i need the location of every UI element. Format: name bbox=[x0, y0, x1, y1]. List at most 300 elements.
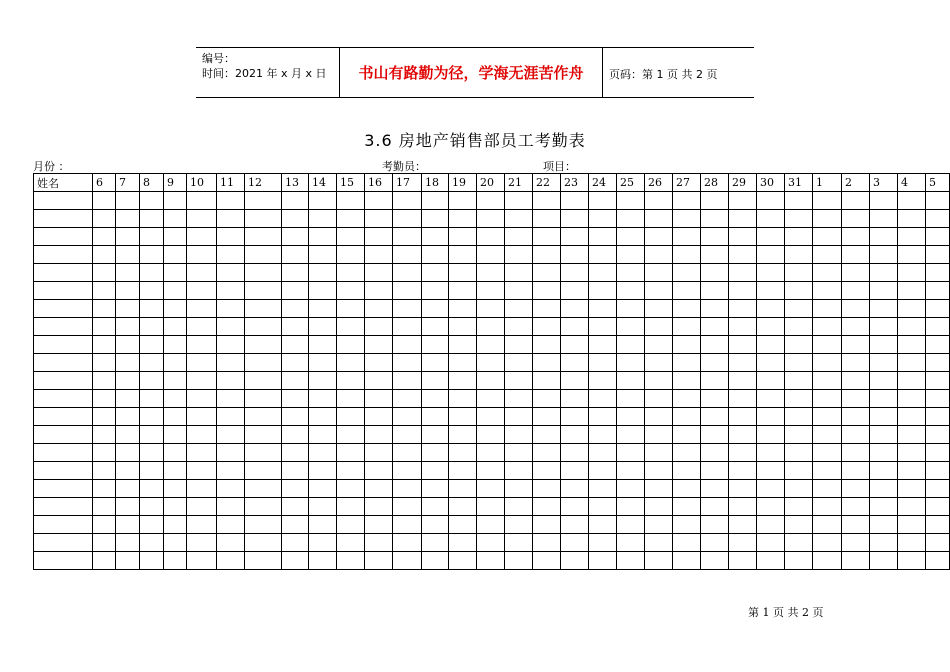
attendance-cell[interactable] bbox=[187, 534, 217, 552]
attendance-cell[interactable] bbox=[561, 264, 589, 282]
attendance-cell[interactable] bbox=[164, 444, 187, 462]
attendance-cell[interactable] bbox=[842, 264, 870, 282]
attendance-cell[interactable] bbox=[217, 552, 245, 570]
attendance-cell[interactable] bbox=[785, 408, 813, 426]
attendance-cell[interactable] bbox=[245, 228, 282, 246]
attendance-cell[interactable] bbox=[842, 372, 870, 390]
attendance-cell[interactable] bbox=[245, 498, 282, 516]
attendance-cell[interactable] bbox=[477, 480, 505, 498]
attendance-cell[interactable] bbox=[140, 282, 164, 300]
attendance-cell[interactable] bbox=[449, 300, 477, 318]
attendance-cell[interactable] bbox=[116, 228, 140, 246]
name-cell[interactable] bbox=[34, 462, 93, 480]
attendance-cell[interactable] bbox=[393, 390, 422, 408]
attendance-cell[interactable] bbox=[116, 408, 140, 426]
attendance-cell[interactable] bbox=[309, 192, 337, 210]
attendance-cell[interactable] bbox=[729, 228, 757, 246]
attendance-cell[interactable] bbox=[757, 282, 785, 300]
name-cell[interactable] bbox=[34, 246, 93, 264]
attendance-cell[interactable] bbox=[533, 408, 561, 426]
attendance-cell[interactable] bbox=[505, 264, 533, 282]
attendance-cell[interactable] bbox=[645, 354, 673, 372]
attendance-cell[interactable] bbox=[449, 372, 477, 390]
attendance-cell[interactable] bbox=[701, 372, 729, 390]
attendance-cell[interactable] bbox=[729, 390, 757, 408]
attendance-cell[interactable] bbox=[785, 228, 813, 246]
attendance-cell[interactable] bbox=[898, 210, 926, 228]
attendance-cell[interactable] bbox=[282, 210, 309, 228]
attendance-cell[interactable] bbox=[870, 552, 898, 570]
name-cell[interactable] bbox=[34, 336, 93, 354]
attendance-cell[interactable] bbox=[589, 534, 617, 552]
attendance-cell[interactable] bbox=[337, 192, 365, 210]
attendance-cell[interactable] bbox=[245, 318, 282, 336]
attendance-cell[interactable] bbox=[140, 390, 164, 408]
attendance-cell[interactable] bbox=[217, 444, 245, 462]
attendance-cell[interactable] bbox=[645, 300, 673, 318]
attendance-cell[interactable] bbox=[217, 300, 245, 318]
attendance-cell[interactable] bbox=[140, 408, 164, 426]
name-cell[interactable] bbox=[34, 498, 93, 516]
attendance-cell[interactable] bbox=[617, 282, 645, 300]
attendance-cell[interactable] bbox=[729, 462, 757, 480]
attendance-cell[interactable] bbox=[589, 354, 617, 372]
attendance-cell[interactable] bbox=[701, 228, 729, 246]
attendance-cell[interactable] bbox=[505, 372, 533, 390]
attendance-cell[interactable] bbox=[365, 426, 393, 444]
attendance-cell[interactable] bbox=[729, 552, 757, 570]
attendance-cell[interactable] bbox=[617, 552, 645, 570]
attendance-cell[interactable] bbox=[140, 300, 164, 318]
attendance-cell[interactable] bbox=[505, 192, 533, 210]
attendance-cell[interactable] bbox=[701, 318, 729, 336]
attendance-cell[interactable] bbox=[701, 552, 729, 570]
attendance-cell[interactable] bbox=[140, 228, 164, 246]
attendance-cell[interactable] bbox=[422, 480, 449, 498]
attendance-cell[interactable] bbox=[898, 390, 926, 408]
attendance-cell[interactable] bbox=[422, 336, 449, 354]
attendance-cell[interactable] bbox=[701, 264, 729, 282]
attendance-cell[interactable] bbox=[898, 228, 926, 246]
attendance-cell[interactable] bbox=[785, 318, 813, 336]
attendance-cell[interactable] bbox=[842, 552, 870, 570]
attendance-cell[interactable] bbox=[164, 390, 187, 408]
attendance-cell[interactable] bbox=[365, 246, 393, 264]
attendance-cell[interactable] bbox=[926, 300, 950, 318]
attendance-cell[interactable] bbox=[757, 228, 785, 246]
attendance-cell[interactable] bbox=[505, 516, 533, 534]
attendance-cell[interactable] bbox=[282, 516, 309, 534]
attendance-cell[interactable] bbox=[337, 408, 365, 426]
attendance-cell[interactable] bbox=[187, 192, 217, 210]
attendance-cell[interactable] bbox=[505, 336, 533, 354]
attendance-cell[interactable] bbox=[898, 282, 926, 300]
attendance-cell[interactable] bbox=[309, 480, 337, 498]
name-cell[interactable] bbox=[34, 300, 93, 318]
attendance-cell[interactable] bbox=[449, 354, 477, 372]
attendance-cell[interactable] bbox=[757, 426, 785, 444]
attendance-cell[interactable] bbox=[477, 552, 505, 570]
attendance-cell[interactable] bbox=[785, 426, 813, 444]
attendance-cell[interactable] bbox=[309, 534, 337, 552]
attendance-cell[interactable] bbox=[589, 516, 617, 534]
attendance-cell[interactable] bbox=[245, 210, 282, 228]
attendance-cell[interactable] bbox=[505, 228, 533, 246]
attendance-cell[interactable] bbox=[645, 498, 673, 516]
attendance-cell[interactable] bbox=[813, 210, 842, 228]
attendance-cell[interactable] bbox=[164, 372, 187, 390]
attendance-cell[interactable] bbox=[309, 516, 337, 534]
attendance-cell[interactable] bbox=[617, 480, 645, 498]
attendance-cell[interactable] bbox=[449, 318, 477, 336]
attendance-cell[interactable] bbox=[187, 300, 217, 318]
attendance-cell[interactable] bbox=[785, 282, 813, 300]
attendance-cell[interactable] bbox=[757, 534, 785, 552]
attendance-cell[interactable] bbox=[645, 480, 673, 498]
attendance-cell[interactable] bbox=[898, 318, 926, 336]
attendance-cell[interactable] bbox=[617, 498, 645, 516]
attendance-cell[interactable] bbox=[164, 498, 187, 516]
attendance-cell[interactable] bbox=[898, 534, 926, 552]
attendance-cell[interactable] bbox=[187, 282, 217, 300]
attendance-cell[interactable] bbox=[365, 192, 393, 210]
attendance-cell[interactable] bbox=[533, 372, 561, 390]
attendance-cell[interactable] bbox=[561, 498, 589, 516]
attendance-cell[interactable] bbox=[589, 498, 617, 516]
attendance-cell[interactable] bbox=[140, 246, 164, 264]
attendance-cell[interactable] bbox=[561, 210, 589, 228]
attendance-cell[interactable] bbox=[842, 516, 870, 534]
attendance-cell[interactable] bbox=[701, 408, 729, 426]
attendance-cell[interactable] bbox=[505, 408, 533, 426]
attendance-cell[interactable] bbox=[477, 264, 505, 282]
attendance-cell[interactable] bbox=[785, 390, 813, 408]
attendance-cell[interactable] bbox=[309, 210, 337, 228]
attendance-cell[interactable] bbox=[673, 210, 701, 228]
attendance-cell[interactable] bbox=[217, 336, 245, 354]
attendance-cell[interactable] bbox=[449, 264, 477, 282]
name-cell[interactable] bbox=[34, 390, 93, 408]
attendance-cell[interactable] bbox=[617, 246, 645, 264]
attendance-cell[interactable] bbox=[561, 282, 589, 300]
attendance-cell[interactable] bbox=[422, 426, 449, 444]
attendance-cell[interactable] bbox=[309, 390, 337, 408]
attendance-cell[interactable] bbox=[673, 336, 701, 354]
attendance-cell[interactable] bbox=[393, 336, 422, 354]
attendance-cell[interactable] bbox=[217, 318, 245, 336]
attendance-cell[interactable] bbox=[140, 480, 164, 498]
attendance-cell[interactable] bbox=[365, 552, 393, 570]
attendance-cell[interactable] bbox=[842, 390, 870, 408]
attendance-cell[interactable] bbox=[282, 336, 309, 354]
attendance-cell[interactable] bbox=[757, 318, 785, 336]
attendance-cell[interactable] bbox=[673, 426, 701, 444]
attendance-cell[interactable] bbox=[589, 372, 617, 390]
attendance-cell[interactable] bbox=[645, 516, 673, 534]
attendance-cell[interactable] bbox=[533, 192, 561, 210]
attendance-cell[interactable] bbox=[116, 210, 140, 228]
attendance-cell[interactable] bbox=[245, 408, 282, 426]
attendance-cell[interactable] bbox=[813, 264, 842, 282]
attendance-cell[interactable] bbox=[673, 354, 701, 372]
attendance-cell[interactable] bbox=[164, 408, 187, 426]
attendance-cell[interactable] bbox=[701, 192, 729, 210]
attendance-cell[interactable] bbox=[393, 444, 422, 462]
attendance-cell[interactable] bbox=[842, 228, 870, 246]
attendance-cell[interactable] bbox=[309, 426, 337, 444]
attendance-cell[interactable] bbox=[393, 228, 422, 246]
attendance-cell[interactable] bbox=[449, 426, 477, 444]
attendance-cell[interactable] bbox=[589, 444, 617, 462]
attendance-cell[interactable] bbox=[140, 444, 164, 462]
attendance-cell[interactable] bbox=[449, 282, 477, 300]
attendance-cell[interactable] bbox=[617, 192, 645, 210]
attendance-cell[interactable] bbox=[309, 408, 337, 426]
attendance-cell[interactable] bbox=[477, 228, 505, 246]
attendance-cell[interactable] bbox=[926, 192, 950, 210]
attendance-cell[interactable] bbox=[898, 264, 926, 282]
attendance-cell[interactable] bbox=[645, 246, 673, 264]
attendance-cell[interactable] bbox=[785, 462, 813, 480]
name-cell[interactable] bbox=[34, 264, 93, 282]
attendance-cell[interactable] bbox=[337, 462, 365, 480]
attendance-cell[interactable] bbox=[926, 408, 950, 426]
attendance-cell[interactable] bbox=[926, 390, 950, 408]
attendance-cell[interactable] bbox=[898, 516, 926, 534]
name-cell[interactable] bbox=[34, 552, 93, 570]
attendance-cell[interactable] bbox=[309, 336, 337, 354]
attendance-cell[interactable] bbox=[337, 444, 365, 462]
attendance-cell[interactable] bbox=[477, 192, 505, 210]
attendance-cell[interactable] bbox=[785, 498, 813, 516]
attendance-cell[interactable] bbox=[282, 282, 309, 300]
attendance-cell[interactable] bbox=[926, 462, 950, 480]
attendance-cell[interactable] bbox=[282, 228, 309, 246]
attendance-cell[interactable] bbox=[701, 390, 729, 408]
attendance-cell[interactable] bbox=[187, 210, 217, 228]
attendance-cell[interactable] bbox=[645, 408, 673, 426]
attendance-cell[interactable] bbox=[898, 336, 926, 354]
attendance-cell[interactable] bbox=[282, 354, 309, 372]
attendance-cell[interactable] bbox=[533, 336, 561, 354]
attendance-cell[interactable] bbox=[164, 264, 187, 282]
attendance-cell[interactable] bbox=[813, 462, 842, 480]
attendance-cell[interactable] bbox=[617, 408, 645, 426]
attendance-cell[interactable] bbox=[140, 336, 164, 354]
attendance-cell[interactable] bbox=[870, 372, 898, 390]
attendance-cell[interactable] bbox=[449, 534, 477, 552]
attendance-cell[interactable] bbox=[164, 480, 187, 498]
attendance-cell[interactable] bbox=[393, 534, 422, 552]
attendance-cell[interactable] bbox=[164, 192, 187, 210]
attendance-cell[interactable] bbox=[813, 480, 842, 498]
attendance-cell[interactable] bbox=[926, 336, 950, 354]
attendance-cell[interactable] bbox=[164, 426, 187, 444]
attendance-cell[interactable] bbox=[365, 282, 393, 300]
attendance-cell[interactable] bbox=[926, 480, 950, 498]
attendance-cell[interactable] bbox=[309, 462, 337, 480]
attendance-cell[interactable] bbox=[898, 462, 926, 480]
attendance-cell[interactable] bbox=[617, 300, 645, 318]
attendance-cell[interactable] bbox=[217, 354, 245, 372]
attendance-cell[interactable] bbox=[477, 318, 505, 336]
attendance-cell[interactable] bbox=[505, 426, 533, 444]
attendance-cell[interactable] bbox=[393, 192, 422, 210]
attendance-cell[interactable] bbox=[393, 318, 422, 336]
attendance-cell[interactable] bbox=[533, 354, 561, 372]
attendance-cell[interactable] bbox=[187, 462, 217, 480]
attendance-cell[interactable] bbox=[842, 192, 870, 210]
attendance-cell[interactable] bbox=[561, 480, 589, 498]
attendance-cell[interactable] bbox=[187, 354, 217, 372]
attendance-cell[interactable] bbox=[589, 246, 617, 264]
attendance-cell[interactable] bbox=[757, 552, 785, 570]
attendance-cell[interactable] bbox=[309, 498, 337, 516]
attendance-cell[interactable] bbox=[505, 552, 533, 570]
attendance-cell[interactable] bbox=[673, 192, 701, 210]
attendance-cell[interactable] bbox=[245, 462, 282, 480]
attendance-cell[interactable] bbox=[533, 318, 561, 336]
attendance-cell[interactable] bbox=[337, 210, 365, 228]
attendance-cell[interactable] bbox=[645, 336, 673, 354]
attendance-cell[interactable] bbox=[870, 192, 898, 210]
attendance-cell[interactable] bbox=[393, 300, 422, 318]
attendance-cell[interactable] bbox=[309, 228, 337, 246]
attendance-cell[interactable] bbox=[673, 300, 701, 318]
attendance-cell[interactable] bbox=[813, 192, 842, 210]
attendance-cell[interactable] bbox=[449, 552, 477, 570]
attendance-cell[interactable] bbox=[365, 336, 393, 354]
attendance-cell[interactable] bbox=[93, 300, 116, 318]
attendance-cell[interactable] bbox=[561, 534, 589, 552]
attendance-cell[interactable] bbox=[813, 246, 842, 264]
attendance-cell[interactable] bbox=[282, 534, 309, 552]
attendance-cell[interactable] bbox=[245, 372, 282, 390]
attendance-cell[interactable] bbox=[422, 354, 449, 372]
attendance-cell[interactable] bbox=[187, 516, 217, 534]
attendance-cell[interactable] bbox=[337, 516, 365, 534]
attendance-cell[interactable] bbox=[116, 282, 140, 300]
attendance-cell[interactable] bbox=[422, 444, 449, 462]
attendance-cell[interactable] bbox=[505, 534, 533, 552]
attendance-cell[interactable] bbox=[505, 480, 533, 498]
attendance-cell[interactable] bbox=[533, 552, 561, 570]
attendance-cell[interactable] bbox=[477, 390, 505, 408]
attendance-cell[interactable] bbox=[589, 462, 617, 480]
attendance-cell[interactable] bbox=[785, 354, 813, 372]
attendance-cell[interactable] bbox=[217, 282, 245, 300]
name-cell[interactable] bbox=[34, 534, 93, 552]
attendance-cell[interactable] bbox=[898, 480, 926, 498]
attendance-cell[interactable] bbox=[477, 426, 505, 444]
attendance-cell[interactable] bbox=[842, 498, 870, 516]
attendance-cell[interactable] bbox=[757, 300, 785, 318]
attendance-cell[interactable] bbox=[365, 516, 393, 534]
attendance-cell[interactable] bbox=[365, 444, 393, 462]
attendance-cell[interactable] bbox=[673, 552, 701, 570]
attendance-cell[interactable] bbox=[187, 318, 217, 336]
attendance-cell[interactable] bbox=[589, 480, 617, 498]
name-cell[interactable] bbox=[34, 480, 93, 498]
attendance-cell[interactable] bbox=[393, 264, 422, 282]
attendance-cell[interactable] bbox=[337, 228, 365, 246]
attendance-cell[interactable] bbox=[785, 372, 813, 390]
attendance-cell[interactable] bbox=[422, 282, 449, 300]
attendance-cell[interactable] bbox=[645, 390, 673, 408]
attendance-cell[interactable] bbox=[589, 336, 617, 354]
attendance-cell[interactable] bbox=[309, 444, 337, 462]
attendance-cell[interactable] bbox=[282, 498, 309, 516]
attendance-cell[interactable] bbox=[561, 192, 589, 210]
attendance-cell[interactable] bbox=[422, 246, 449, 264]
attendance-cell[interactable] bbox=[729, 534, 757, 552]
attendance-cell[interactable] bbox=[187, 408, 217, 426]
attendance-cell[interactable] bbox=[645, 372, 673, 390]
attendance-cell[interactable] bbox=[842, 480, 870, 498]
attendance-cell[interactable] bbox=[282, 372, 309, 390]
attendance-cell[interactable] bbox=[116, 372, 140, 390]
attendance-cell[interactable] bbox=[164, 516, 187, 534]
attendance-cell[interactable] bbox=[617, 444, 645, 462]
attendance-cell[interactable] bbox=[217, 426, 245, 444]
attendance-cell[interactable] bbox=[870, 354, 898, 372]
attendance-cell[interactable] bbox=[842, 462, 870, 480]
attendance-cell[interactable] bbox=[365, 462, 393, 480]
attendance-cell[interactable] bbox=[282, 318, 309, 336]
attendance-cell[interactable] bbox=[561, 462, 589, 480]
attendance-cell[interactable] bbox=[140, 318, 164, 336]
attendance-cell[interactable] bbox=[477, 372, 505, 390]
attendance-cell[interactable] bbox=[93, 210, 116, 228]
attendance-cell[interactable] bbox=[116, 192, 140, 210]
attendance-cell[interactable] bbox=[533, 264, 561, 282]
attendance-cell[interactable] bbox=[245, 534, 282, 552]
attendance-cell[interactable] bbox=[393, 462, 422, 480]
attendance-cell[interactable] bbox=[282, 408, 309, 426]
attendance-cell[interactable] bbox=[870, 210, 898, 228]
attendance-cell[interactable] bbox=[282, 480, 309, 498]
attendance-cell[interactable] bbox=[561, 408, 589, 426]
attendance-cell[interactable] bbox=[217, 534, 245, 552]
attendance-cell[interactable] bbox=[505, 498, 533, 516]
attendance-cell[interactable] bbox=[589, 300, 617, 318]
attendance-cell[interactable] bbox=[617, 426, 645, 444]
attendance-cell[interactable] bbox=[701, 480, 729, 498]
attendance-cell[interactable] bbox=[645, 426, 673, 444]
attendance-cell[interactable] bbox=[116, 552, 140, 570]
attendance-cell[interactable] bbox=[477, 498, 505, 516]
attendance-cell[interactable] bbox=[93, 336, 116, 354]
attendance-cell[interactable] bbox=[422, 210, 449, 228]
attendance-cell[interactable] bbox=[217, 462, 245, 480]
attendance-cell[interactable] bbox=[422, 318, 449, 336]
attendance-cell[interactable] bbox=[870, 390, 898, 408]
attendance-cell[interactable] bbox=[393, 408, 422, 426]
attendance-cell[interactable] bbox=[589, 282, 617, 300]
attendance-cell[interactable] bbox=[187, 336, 217, 354]
attendance-cell[interactable] bbox=[898, 192, 926, 210]
attendance-cell[interactable] bbox=[393, 498, 422, 516]
attendance-cell[interactable] bbox=[617, 228, 645, 246]
attendance-cell[interactable] bbox=[842, 246, 870, 264]
attendance-cell[interactable] bbox=[785, 336, 813, 354]
attendance-cell[interactable] bbox=[617, 354, 645, 372]
attendance-cell[interactable] bbox=[140, 534, 164, 552]
attendance-cell[interactable] bbox=[187, 444, 217, 462]
attendance-cell[interactable] bbox=[870, 228, 898, 246]
attendance-cell[interactable] bbox=[757, 246, 785, 264]
attendance-cell[interactable] bbox=[187, 480, 217, 498]
